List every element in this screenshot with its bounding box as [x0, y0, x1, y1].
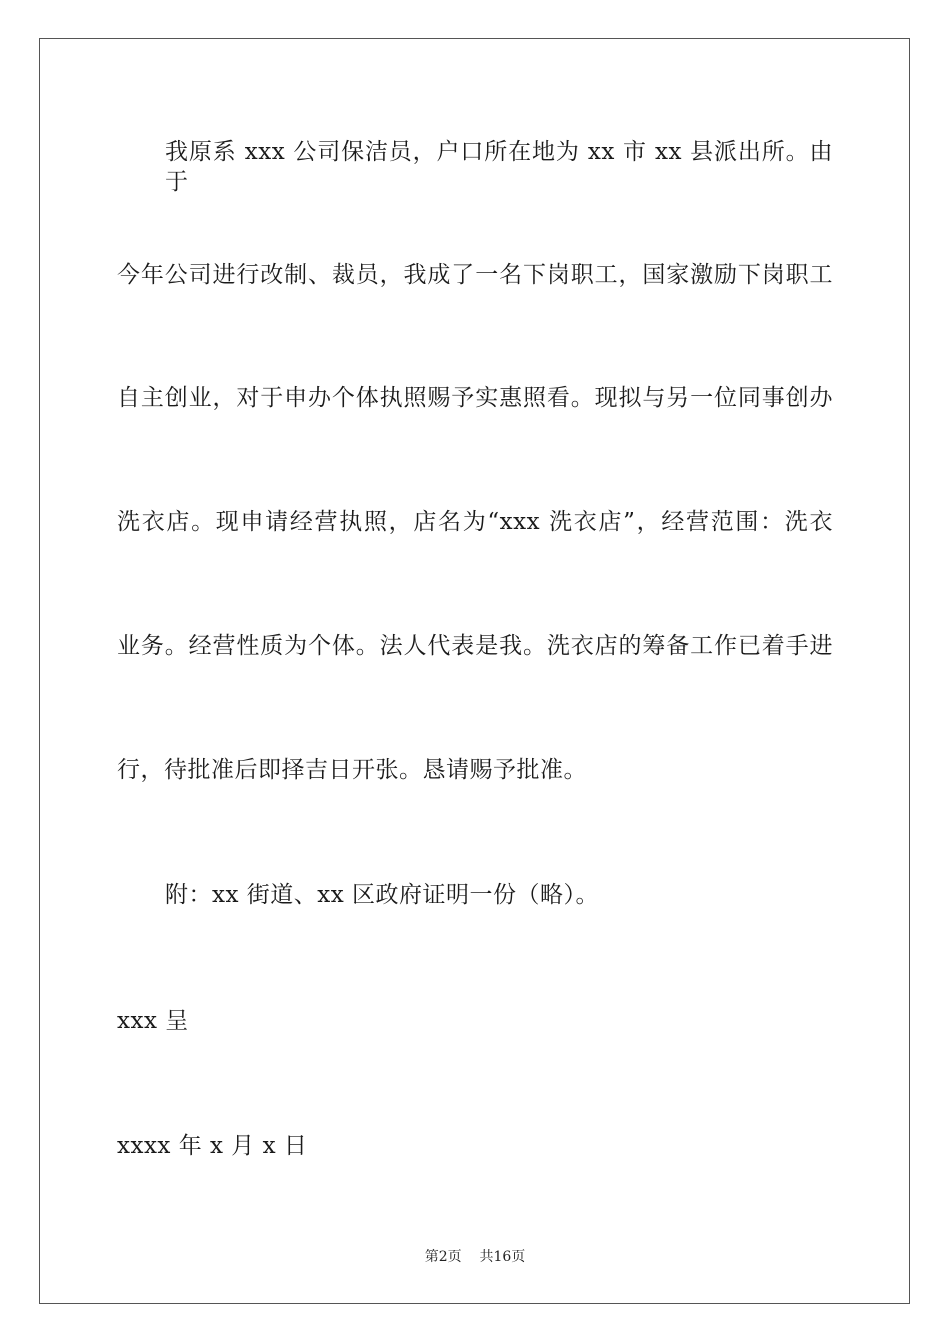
page-total: 共16页 — [479, 1249, 526, 1265]
body-line-2: 今年公司进行改制、裁员，我成了一名下岗职工，国家激励下岗职工 — [117, 262, 833, 288]
body-line-6: 行，待批准后即择吉日开张。恳请赐予批准。 — [117, 757, 587, 783]
page-footer — [0, 1248, 950, 1266]
body-line-3: 自主创业，对于申办个体执照赐予实惠照看。现拟与另一位同事创办 — [117, 385, 833, 411]
signature: xxx 呈 — [117, 1008, 189, 1034]
body-line-1: 我原系 xxx 公司保洁员，户口所在地为 xx 市 xx 县派出所。由于 — [165, 139, 833, 195]
date-line: xxxx 年 x 月 x 日 — [117, 1133, 308, 1159]
body-line-4: 洗衣店。现申请经营执照，店名为“xxx 洗衣店”，经营范围：洗衣 — [117, 509, 833, 535]
page-number: 第2页 — [424, 1249, 462, 1265]
attachment-note: 附：xx 街道、xx 区政府证明一份（略）。 — [165, 882, 600, 908]
page-border — [39, 38, 910, 1304]
body-line-5: 业务。经营性质为个体。法人代表是我。洗衣店的筹备工作已着手进 — [117, 633, 833, 659]
